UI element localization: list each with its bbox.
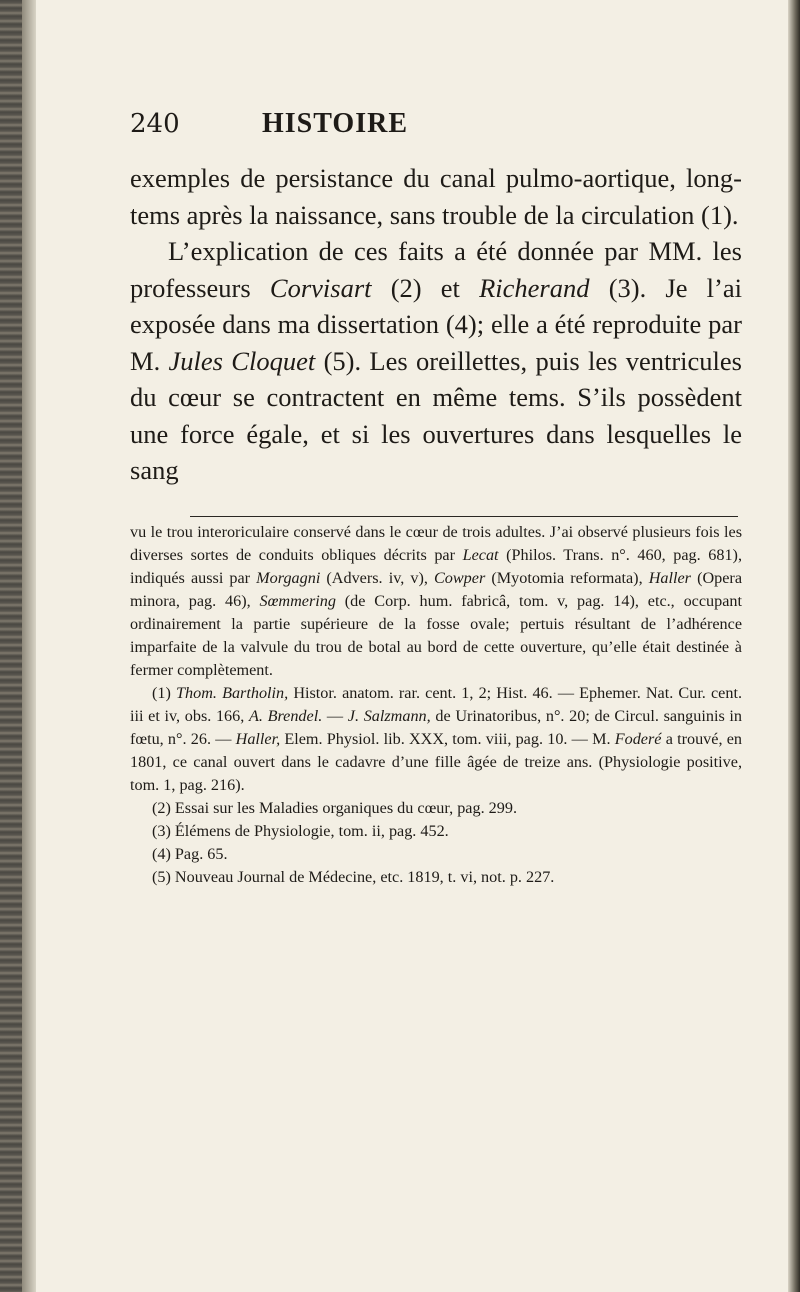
text-span: (Advers. iv, v),	[320, 568, 434, 587]
author-name: Thom. Bartholin,	[176, 683, 289, 702]
author-name: Corvisart	[269, 272, 372, 303]
text-span: Histor. anatom. rar. cent. 1, 2; Hist. 46. — Ephemer. Nat. Cur. cent. iii et iv, obs. 166,	[130, 683, 743, 725]
text-span: (Philos. Trans. n°. 460, pag. 681), indiqués aussi par	[130, 545, 742, 587]
author-name: Jules Cloquet	[168, 345, 316, 376]
author-name: Morgagni	[256, 568, 321, 587]
author-name: A. Brendel.	[248, 706, 323, 725]
text-span: L’explication de ces faits a été donnée par MM. les professeurs	[130, 236, 742, 303]
book-binding-edge	[0, 0, 22, 1292]
footnote-4: (4) Pag. 65.	[152, 844, 228, 863]
footnote-marker: (1)	[152, 683, 177, 702]
book-page	[130, 108, 742, 889]
text-span: a trouvé, en 1801, ce canal ouvert dans le cadavre d’une fille âgée de treize ans. (Physiologie positive, tom. 1, pag. 216).	[130, 729, 742, 794]
footnote-1	[130, 682, 742, 797]
footnote-continuation	[130, 521, 742, 682]
text-span: (2) et	[371, 272, 480, 303]
footnote-separator	[190, 516, 738, 517]
text-span: de Urinatoribus, n°. 20; de Circul. sanguinis in fœtu, n°. 26. —	[130, 706, 743, 748]
text-span: Elem. Physiol. lib. XXX, tom. viii, pag. 10. — M.	[280, 729, 615, 748]
author-name: Cowper	[433, 568, 486, 587]
text-span: vu le trou interoriculaire conservé dans le cœur de trois adultes. J’ai observé plusieurs fois les diverses sortes de conduits obliques décrits par	[130, 522, 742, 564]
footnote-2: (2) Essai sur les Maladies organiques du cœur, pag. 299.	[152, 798, 517, 817]
author-name: Lecat	[462, 545, 499, 564]
author-name: Foderé	[614, 729, 662, 748]
author-name: J. Salzmann,	[347, 706, 431, 725]
text-span: (Opera minora, pag. 46),	[130, 568, 743, 610]
text-span: —	[322, 706, 348, 725]
running-title: HISTOIRE	[262, 108, 408, 139]
page-number: 240	[130, 109, 180, 139]
text-span: (5). Les oreillettes, puis les ventricules du cœur se contractent en même tems. S’ils possèdent une force égale, et si les ouvertures dans lesquelles le sang	[130, 345, 742, 485]
page-right-edge	[788, 0, 800, 1292]
footnotes	[130, 521, 742, 889]
text-span: (3). Je l’ai exposée dans ma dissertation (4); elle a été reproduite par M.	[130, 272, 742, 376]
author-name: Richerand	[479, 272, 590, 303]
text-span: (Myotomia reformata),	[485, 568, 649, 587]
main-text	[130, 160, 742, 489]
footnote-3: (3) Élémens de Physiologie, tom. ii, pag. 452.	[152, 821, 449, 840]
footnote-5: (5) Nouveau Journal de Médecine, etc. 1819, t. vi, not. p. 227.	[152, 867, 555, 886]
page-gutter-shadow	[22, 0, 36, 1292]
paragraph-1: exemples de persistance du canal pulmo-aortique, long-tems après la naissance, sans trouble de la circulation (1).	[130, 163, 742, 230]
author-name: Haller	[648, 568, 691, 587]
author-name: Sœmmering	[259, 591, 336, 610]
page-header	[130, 108, 742, 150]
author-name: Haller,	[235, 729, 281, 748]
text-span: (de Corp. hum. fabricâ, tom. v, pag. 14), etc., occupant ordinairement la partie supérieure de la fosse ovale; pertuis résultant de l’adhérence imparfaite de la valvule du trou de botal au bord de cette ouverture, qu’elle était destinée à fermer complètement.	[130, 591, 743, 679]
paragraph-2	[130, 233, 742, 489]
